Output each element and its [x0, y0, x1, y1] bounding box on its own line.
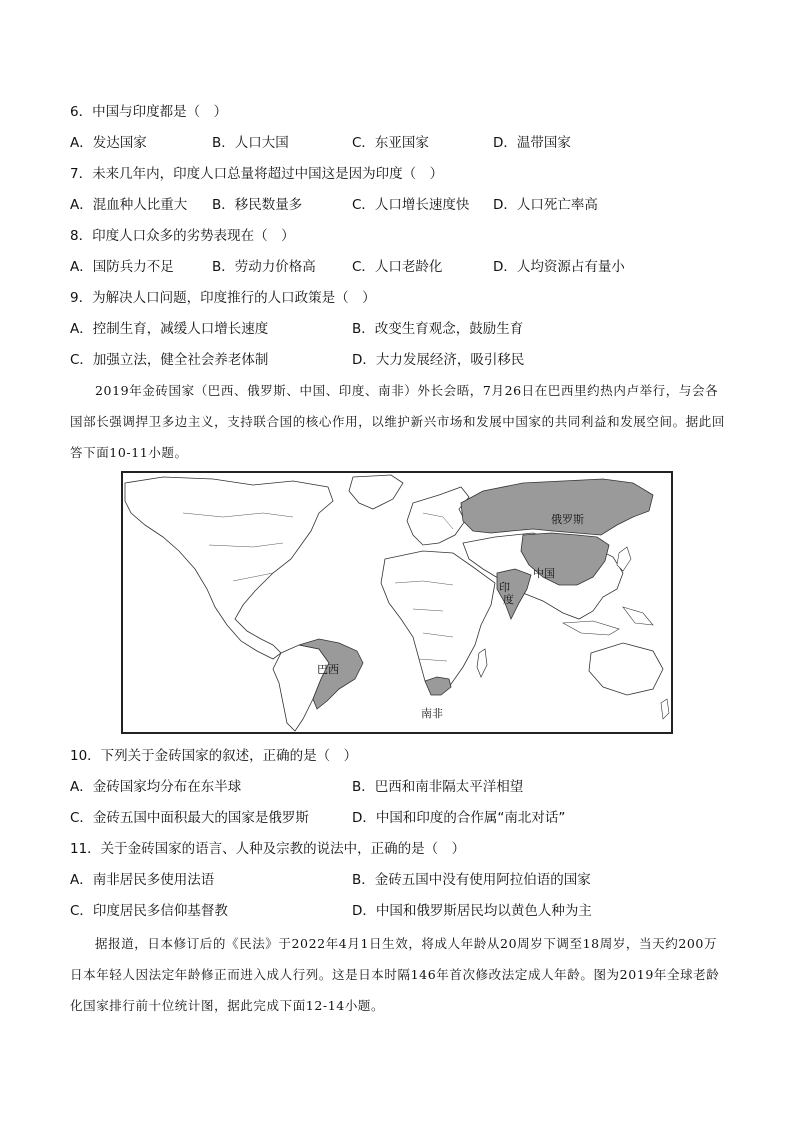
question-6-stem: 6．中国与印度都是（ ） [70, 104, 228, 120]
russia-label: 俄罗斯 [551, 513, 584, 526]
question-9-option-b: B．改变生育观念，鼓励生育 [352, 321, 524, 337]
greenland-land [349, 475, 403, 509]
question-8-option-b: B．劳动力价格高 [212, 259, 316, 275]
question-10-option-c: C．金砖五国中面积最大的国家是俄罗斯 [70, 810, 309, 826]
south-africa-shape [425, 677, 451, 695]
question-10-option-b: B．巴西和南非隔太平洋相望 [352, 779, 524, 795]
question-6-option-d: D．温带国家 [493, 135, 571, 151]
question-11-stem: 11．关于金砖国家的语言、人种及宗教的说法中，正确的是（ ） [70, 841, 466, 857]
question-6-option-a: A．发达国家 [70, 135, 147, 151]
question-8-option-a: A．国防兵力不足 [70, 259, 174, 275]
question-6-option-c: C．东亚国家 [352, 135, 429, 151]
question-7-option-b: B．移民数量多 [212, 197, 303, 213]
question-10-option-a: A．金砖国家均分布在东半球 [70, 779, 242, 795]
australia-land [589, 643, 663, 695]
india-label-1: 印 [499, 581, 510, 594]
question-9-option-c: C．加强立法，健全社会养老体制 [70, 352, 269, 368]
question-9-option-a: A．控制生育，减缓人口增长速度 [70, 321, 269, 337]
question-7-option-a: A．混血种人比重大 [70, 197, 188, 213]
world-map-svg [123, 473, 671, 732]
question-11-option-c: C．印度居民多信仰基督教 [70, 903, 228, 919]
question-9-stem: 9．为解决人口问题，印度推行的人口政策是（ ） [70, 290, 376, 306]
passage-brics: 2019年金砖国家（巴西、俄罗斯、中国、印度、南非）外长会晤，7月26日在巴西里约热内卢举行，与会各国部长强调捍卫多边主义，支持联合国的核心作用，以维护新兴市场和发展中国家的共同利益和发展空间。据此回答下面10-11小题。 [70, 383, 726, 460]
question-8-option-d: D．人均资源占有量小 [493, 259, 625, 275]
question-7-option-c: C．人口增长速度快 [352, 197, 470, 213]
india-label-2: 度 [503, 593, 514, 606]
question-9-option-d: D．大力发展经济，吸引移民 [352, 352, 525, 368]
question-8-option-c: C．人口老龄化 [352, 259, 443, 275]
question-11-option-d: D．中国和俄罗斯居民均以黄色人种为主 [352, 903, 592, 919]
passage-japan-aging: 据报道，日本修订后的《民法》于2022年4月1日生效，将成人年龄从20周岁下调至18周岁，当天约200万日本年轻人因法定年龄修正而进入成人行列。这是日本时隔146年首次修改法定成人年龄。图为2019年全球老龄化国家排行前十位统计图，据此完成下面12-14小题。 [70, 936, 720, 1013]
question-11-option-a: A．南非居民多使用法语 [70, 872, 215, 888]
question-6-option-b: B．人口大国 [212, 135, 289, 151]
china-label: 中国 [533, 567, 555, 580]
question-10-stem: 10．下列关于金砖国家的叙述，正确的是（ ） [70, 748, 358, 764]
question-7-option-d: D．人口死亡率高 [493, 197, 598, 213]
north-america-land [125, 477, 333, 659]
question-7-stem: 7．未来几年内，印度人口总量将超过中国这是因为印度（ ） [70, 166, 444, 182]
brazil-label: 巴西 [317, 663, 339, 676]
south-africa-label: 南非 [421, 707, 443, 720]
world-map-figure [121, 471, 673, 734]
question-10-option-d: D．中国和印度的合作属“南北对话” [352, 810, 566, 826]
africa-land [381, 551, 495, 695]
question-8-stem: 8．印度人口众多的劣势表现在（ ） [70, 228, 295, 244]
russia-shape [461, 479, 653, 535]
question-11-option-b: B．金砖五国中没有使用阿拉伯语的国家 [352, 872, 591, 888]
